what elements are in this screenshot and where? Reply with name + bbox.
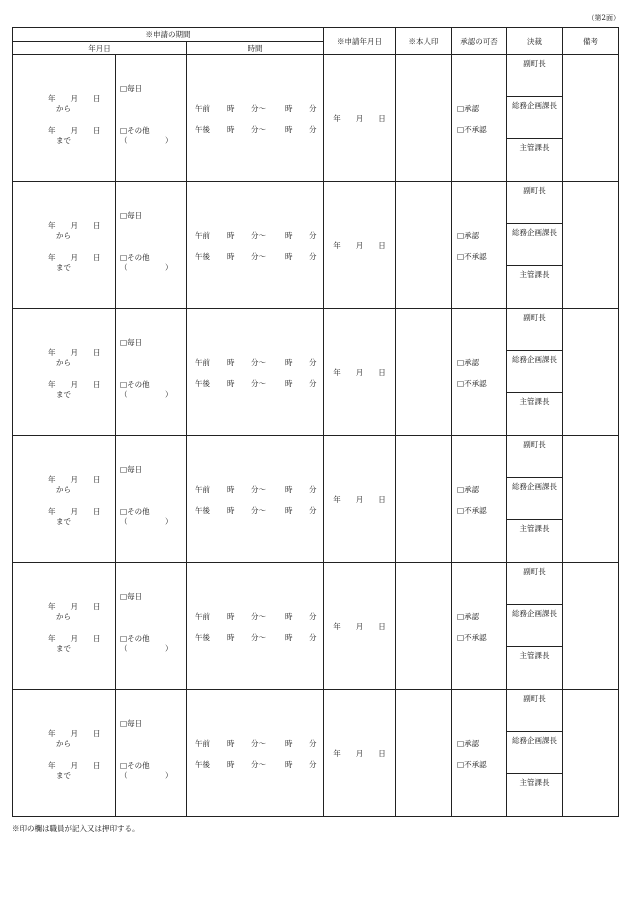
application-row (13, 563, 619, 690)
hour-label: 時 (227, 612, 235, 621)
daily-checkbox[interactable]: □毎日 (120, 338, 143, 347)
minute-range-label: 分～ (251, 760, 266, 769)
application-form-table (12, 27, 619, 817)
deputy-mayor-box[interactable] (507, 436, 562, 478)
from-label: から (56, 231, 71, 240)
hour-label-2: 時 (285, 252, 293, 261)
hour-label: 時 (227, 125, 235, 134)
daily-checkbox[interactable]: □毎日 (120, 211, 143, 220)
date-cell[interactable] (13, 55, 116, 182)
hour-label: 時 (227, 358, 235, 367)
time-cell[interactable] (187, 309, 324, 436)
app-date-value: 年 月 日 (333, 240, 386, 250)
planning-chief-box[interactable] (507, 351, 562, 393)
date-cell[interactable] (13, 436, 116, 563)
am-label: 午前 (195, 104, 210, 113)
app-date-cell[interactable] (324, 436, 396, 563)
date-cell[interactable] (13, 309, 116, 436)
frequency-cell[interactable] (116, 55, 187, 182)
approve-checkbox[interactable]: □承認 (457, 612, 480, 621)
seal-cell[interactable] (396, 55, 452, 182)
date-cell[interactable] (13, 690, 116, 817)
minute-range-label: 分～ (251, 612, 266, 621)
other-checkbox[interactable]: □その他 (120, 634, 150, 643)
daily-checkbox[interactable]: □毎日 (120, 719, 143, 728)
pm-label: 午後 (195, 506, 210, 515)
hour-label: 時 (227, 739, 235, 748)
date-from: 年 月 日 (48, 94, 101, 103)
pm-label: 午後 (195, 760, 210, 769)
hour-label: 時 (227, 760, 235, 769)
planning-chief-label: 総務企画課長 (512, 101, 558, 110)
minute-range-label: 分～ (251, 231, 266, 240)
remarks-cell[interactable] (563, 55, 619, 182)
app-date-cell[interactable] (324, 309, 396, 436)
approval-header: 承認の可否 (452, 28, 507, 55)
time-cell[interactable] (187, 182, 324, 309)
am-label: 午前 (195, 358, 210, 367)
app-date-value: 年 月 日 (333, 494, 386, 504)
hour-label-2: 時 (285, 358, 293, 367)
date-to: 年 月 日 (48, 126, 101, 135)
deputy-mayor-box[interactable] (507, 690, 562, 732)
deputy-mayor-label: 副町長 (523, 186, 546, 195)
approval-cell[interactable] (452, 55, 507, 182)
minute-label: 分 (309, 252, 317, 261)
to-label: まで (56, 771, 71, 780)
pm-label: 午後 (195, 379, 210, 388)
minute-label: 分 (309, 739, 317, 748)
minute-range-label: 分～ (251, 506, 266, 515)
pm-label: 午後 (195, 252, 210, 261)
app-date-value: 年 月 日 (333, 621, 386, 631)
am-label: 午前 (195, 231, 210, 240)
footnote: ※印の欄は職員が記入又は押印する。 (12, 824, 140, 833)
frequency-cell[interactable] (116, 309, 187, 436)
minute-range-label: 分～ (251, 633, 266, 642)
seal-cell[interactable] (396, 182, 452, 309)
chief-in-charge-label: 主管課長 (519, 397, 550, 406)
decision-cell (507, 436, 563, 563)
approval-cell[interactable] (452, 309, 507, 436)
from-label: から (56, 104, 71, 113)
date-to: 年 月 日 (48, 253, 101, 262)
time-cell[interactable] (187, 563, 324, 690)
other-paren: （ ） (120, 771, 173, 780)
to-label: まで (56, 644, 71, 653)
deputy-mayor-box[interactable] (507, 309, 562, 351)
approve-checkbox[interactable]: □承認 (457, 231, 480, 240)
from-label: から (56, 739, 71, 748)
other-checkbox[interactable]: □その他 (120, 253, 150, 262)
pm-label: 午後 (195, 125, 210, 134)
time-cell[interactable] (187, 55, 324, 182)
chief-in-charge-label: 主管課長 (519, 143, 550, 152)
deputy-mayor-label: 副町長 (523, 313, 546, 322)
hour-label-2: 時 (285, 379, 293, 388)
hour-label: 時 (227, 485, 235, 494)
deputy-mayor-box[interactable] (507, 182, 562, 224)
time-header: 時間 (187, 42, 324, 55)
minute-label: 分 (309, 485, 317, 494)
approve-checkbox[interactable]: □承認 (457, 739, 480, 748)
chief-in-charge-label: 主管課長 (519, 270, 550, 279)
minute-label: 分 (309, 612, 317, 621)
approval-cell[interactable] (452, 436, 507, 563)
application-row (13, 182, 619, 309)
planning-chief-box[interactable] (507, 605, 562, 647)
chief-in-charge-box[interactable] (507, 520, 562, 562)
approval-cell[interactable] (452, 182, 507, 309)
hour-label-2: 時 (285, 739, 293, 748)
approve-checkbox[interactable]: □承認 (457, 485, 480, 494)
daily-checkbox[interactable]: □毎日 (120, 84, 143, 93)
decision-header: 決裁 (507, 28, 563, 55)
other-paren: （ ） (120, 644, 173, 653)
deputy-mayor-label: 副町長 (523, 694, 546, 703)
date-to: 年 月 日 (48, 507, 101, 516)
decision-cell (507, 690, 563, 817)
minute-range-label: 分～ (251, 379, 266, 388)
other-paren: （ ） (120, 136, 173, 145)
minute-range-label: 分～ (251, 252, 266, 261)
deputy-mayor-box[interactable] (507, 563, 562, 605)
other-paren: （ ） (120, 390, 173, 399)
other-checkbox[interactable]: □その他 (120, 126, 150, 135)
application-row (13, 436, 619, 563)
chief-in-charge-box[interactable] (507, 139, 562, 181)
remarks-header: 備考 (563, 28, 619, 55)
minute-label: 分 (309, 760, 317, 769)
period-header: ※申請の期間 (13, 28, 324, 42)
minute-label: 分 (309, 358, 317, 367)
date-from: 年 月 日 (48, 475, 101, 484)
planning-chief-box[interactable] (507, 97, 562, 139)
chief-in-charge-label: 主管課長 (519, 651, 550, 660)
deputy-mayor-label: 副町長 (523, 59, 546, 68)
deputy-mayor-label: 副町長 (523, 567, 546, 576)
remarks-cell[interactable] (563, 563, 619, 690)
chief-in-charge-box[interactable] (507, 393, 562, 435)
hour-label: 時 (227, 633, 235, 642)
app-date-value: 年 月 日 (333, 748, 386, 758)
minute-range-label: 分～ (251, 125, 266, 134)
remarks-cell[interactable] (563, 690, 619, 817)
chief-in-charge-box[interactable] (507, 266, 562, 308)
approval-cell[interactable] (452, 563, 507, 690)
decision-cell (507, 182, 563, 309)
hour-label: 時 (227, 252, 235, 261)
hour-label-2: 時 (285, 760, 293, 769)
minute-label: 分 (309, 633, 317, 642)
frequency-cell[interactable] (116, 690, 187, 817)
daily-checkbox[interactable]: □毎日 (120, 592, 143, 601)
reject-checkbox[interactable]: □不承認 (457, 252, 487, 261)
app-date-cell[interactable] (324, 690, 396, 817)
other-checkbox[interactable]: □その他 (120, 507, 150, 516)
decision-cell (507, 55, 563, 182)
app-date-header: ※申請年月日 (324, 28, 396, 55)
hour-label-2: 時 (285, 104, 293, 113)
chief-in-charge-box[interactable] (507, 774, 562, 816)
other-checkbox[interactable]: □その他 (120, 761, 150, 770)
seal-cell[interactable] (396, 436, 452, 563)
approve-checkbox[interactable]: □承認 (457, 358, 480, 367)
from-label: から (56, 612, 71, 621)
from-label: から (56, 358, 71, 367)
date-to: 年 月 日 (48, 761, 101, 770)
application-row (13, 309, 619, 436)
planning-chief-label: 総務企画課長 (512, 736, 558, 745)
approve-checkbox[interactable]: □承認 (457, 104, 480, 113)
to-label: まで (56, 263, 71, 272)
date-to: 年 月 日 (48, 380, 101, 389)
hour-label: 時 (227, 231, 235, 240)
planning-chief-box[interactable] (507, 224, 562, 266)
planning-chief-box[interactable] (507, 478, 562, 520)
app-date-value: 年 月 日 (333, 367, 386, 377)
app-date-value: 年 月 日 (333, 113, 386, 123)
hour-label-2: 時 (285, 612, 293, 621)
minute-label: 分 (309, 379, 317, 388)
remarks-cell[interactable] (563, 436, 619, 563)
application-row (13, 690, 619, 817)
date-from: 年 月 日 (48, 348, 101, 357)
reject-checkbox[interactable]: □不承認 (457, 379, 487, 388)
hour-label-2: 時 (285, 633, 293, 642)
minute-range-label: 分～ (251, 358, 266, 367)
application-row (13, 55, 619, 182)
reject-checkbox[interactable]: □不承認 (457, 760, 487, 769)
remarks-cell[interactable] (563, 309, 619, 436)
minute-label: 分 (309, 125, 317, 134)
date-from: 年 月 日 (48, 602, 101, 611)
other-paren: （ ） (120, 263, 173, 272)
seal-cell[interactable] (396, 563, 452, 690)
chief-in-charge-label: 主管課長 (519, 524, 550, 533)
hour-label: 時 (227, 104, 235, 113)
remarks-cell[interactable] (563, 182, 619, 309)
header-row-1 (13, 28, 619, 42)
reject-checkbox[interactable]: □不承認 (457, 125, 487, 134)
deputy-mayor-label: 副町長 (523, 440, 546, 449)
frequency-cell[interactable] (116, 182, 187, 309)
to-label: まで (56, 390, 71, 399)
date-cell[interactable] (13, 182, 116, 309)
page-label: （第2面） (587, 14, 620, 22)
minute-range-label: 分～ (251, 104, 266, 113)
date-cell[interactable] (13, 563, 116, 690)
planning-chief-label: 総務企画課長 (512, 228, 558, 237)
planning-chief-label: 総務企画課長 (512, 355, 558, 364)
approval-cell[interactable] (452, 690, 507, 817)
date-to: 年 月 日 (48, 634, 101, 643)
to-label: まで (56, 136, 71, 145)
pm-label: 午後 (195, 633, 210, 642)
minute-label: 分 (309, 506, 317, 515)
reject-checkbox[interactable]: □不承認 (457, 633, 487, 642)
hour-label-2: 時 (285, 506, 293, 515)
am-label: 午前 (195, 739, 210, 748)
minute-range-label: 分～ (251, 485, 266, 494)
planning-chief-label: 総務企画課長 (512, 482, 558, 491)
daily-checkbox[interactable]: □毎日 (120, 465, 143, 474)
to-label: まで (56, 517, 71, 526)
other-checkbox[interactable]: □その他 (120, 380, 150, 389)
decision-cell (507, 309, 563, 436)
planning-chief-box[interactable] (507, 732, 562, 774)
date-from: 年 月 日 (48, 729, 101, 738)
frequency-cell[interactable] (116, 563, 187, 690)
chief-in-charge-label: 主管課長 (519, 778, 550, 787)
am-label: 午前 (195, 485, 210, 494)
hour-label-2: 時 (285, 485, 293, 494)
seal-header: ※本人印 (396, 28, 452, 55)
seal-cell[interactable] (396, 309, 452, 436)
minute-label: 分 (309, 231, 317, 240)
app-date-cell[interactable] (324, 55, 396, 182)
hour-label: 時 (227, 379, 235, 388)
time-cell[interactable] (187, 690, 324, 817)
app-date-cell[interactable] (324, 182, 396, 309)
app-date-cell[interactable] (324, 563, 396, 690)
reject-checkbox[interactable]: □不承認 (457, 506, 487, 515)
chief-in-charge-box[interactable] (507, 647, 562, 689)
date-header: 年月日 (13, 42, 187, 55)
am-label: 午前 (195, 612, 210, 621)
other-paren: （ ） (120, 517, 173, 526)
deputy-mayor-box[interactable] (507, 55, 562, 97)
hour-label: 時 (227, 506, 235, 515)
decision-cell (507, 563, 563, 690)
hour-label-2: 時 (285, 125, 293, 134)
seal-cell[interactable] (396, 690, 452, 817)
frequency-cell[interactable] (116, 436, 187, 563)
minute-label: 分 (309, 104, 317, 113)
from-label: から (56, 485, 71, 494)
planning-chief-label: 総務企画課長 (512, 609, 558, 618)
date-from: 年 月 日 (48, 221, 101, 230)
hour-label-2: 時 (285, 231, 293, 240)
minute-range-label: 分～ (251, 739, 266, 748)
time-cell[interactable] (187, 436, 324, 563)
